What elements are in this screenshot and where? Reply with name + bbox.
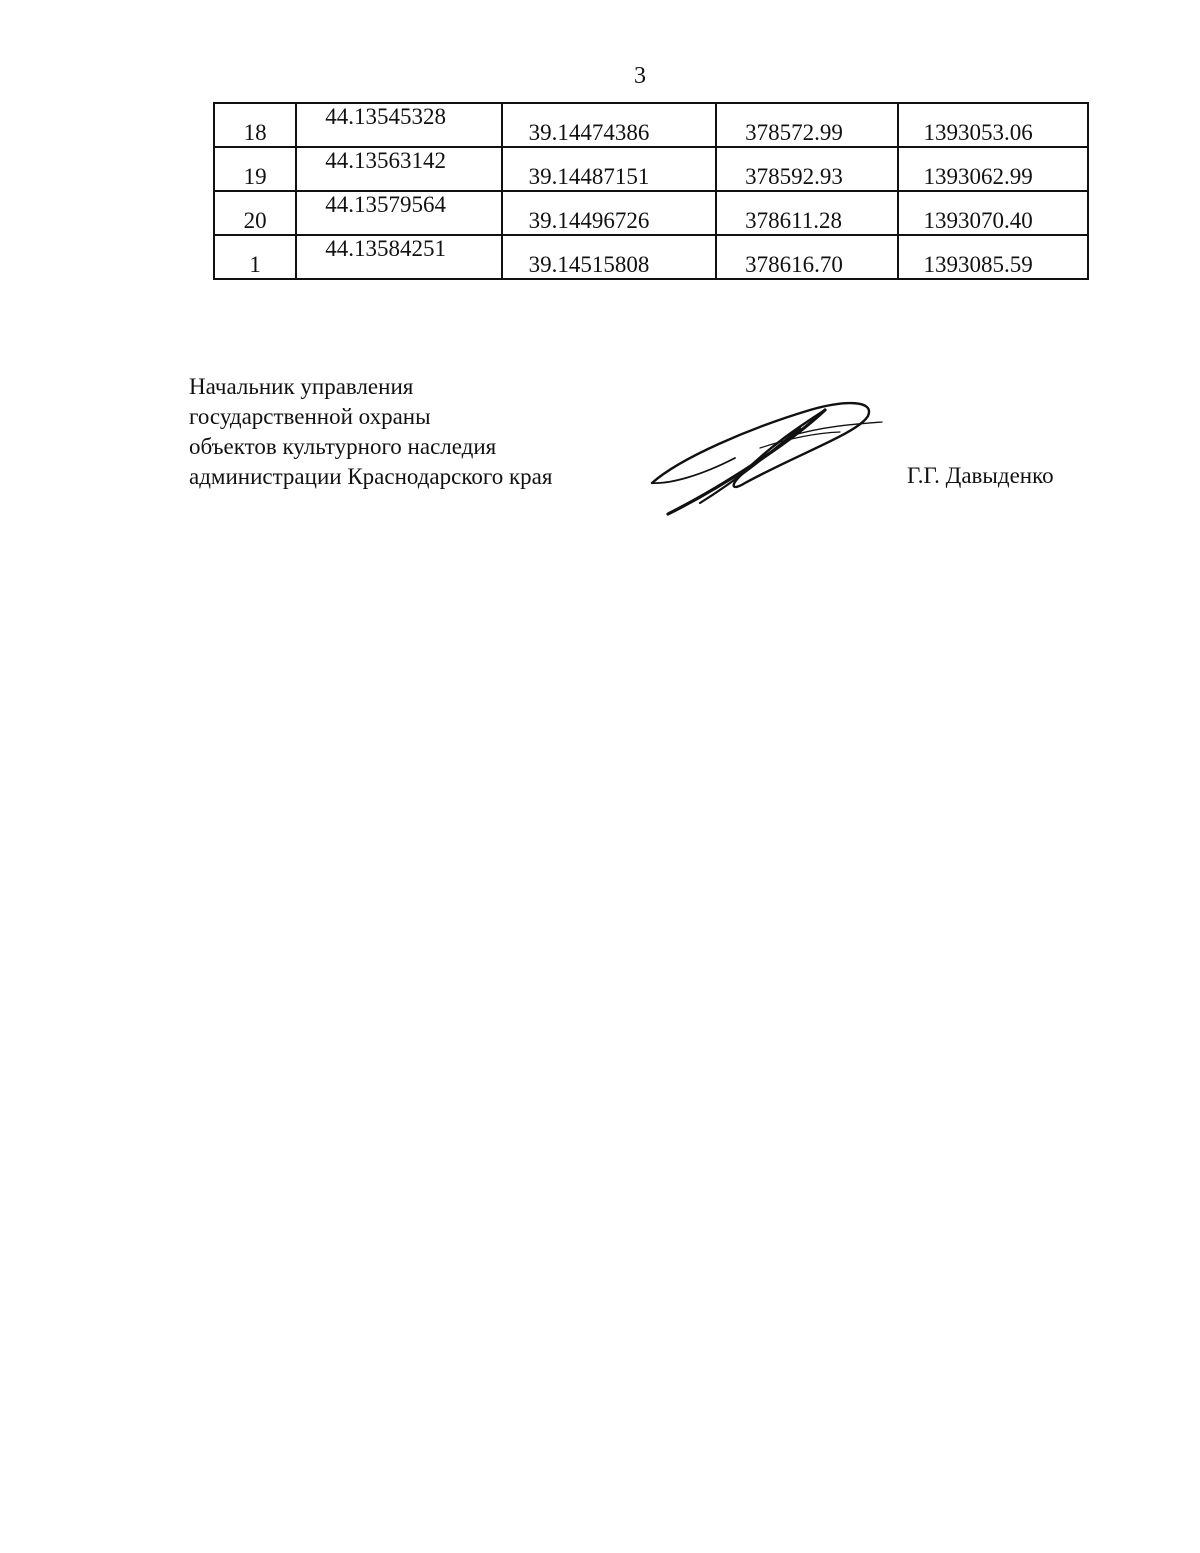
point-number-cell: 19 [214,147,296,191]
longitude-cell: 39.14496726 [502,191,716,235]
table-row [214,103,1088,147]
y-coordinate-cell: 1393070.40 [898,191,1088,235]
position-line: объектов культурного наследия [189,434,497,459]
latitude-cell: 44.13584251 [296,235,501,279]
latitude-cell: 44.13563142 [296,147,501,191]
x-coordinate-cell: 378616.70 [716,235,897,279]
point-number-cell: 18 [214,103,296,147]
handwritten-signature [640,388,890,523]
latitude-cell: 44.13545328 [296,103,501,147]
longitude-cell: 39.14487151 [502,147,716,191]
table-row [214,191,1088,235]
signer-name: Г.Г. Давыденко [907,463,1054,488]
longitude-cell: 39.14515808 [502,235,716,279]
y-coordinate-cell: 1393085.59 [898,235,1088,279]
table-row [214,147,1088,191]
longitude-cell: 39.14474386 [502,103,716,147]
coordinates-table [213,102,1089,280]
point-number-cell: 1 [214,235,296,279]
position-line: Начальник управления [189,374,414,399]
x-coordinate-cell: 378572.99 [716,103,897,147]
x-coordinate-cell: 378611.28 [716,191,897,235]
y-coordinate-cell: 1393053.06 [898,103,1088,147]
y-coordinate-cell: 1393062.99 [898,147,1088,191]
page-number: 3 [634,63,646,89]
position-line: администрации Краснодарского края [189,464,553,489]
point-number-cell: 20 [214,191,296,235]
position-line: государственной охраны [189,404,431,429]
latitude-cell: 44.13579564 [296,191,501,235]
x-coordinate-cell: 378592.93 [716,147,897,191]
table-row [214,235,1088,279]
signatory-position [189,372,552,492]
